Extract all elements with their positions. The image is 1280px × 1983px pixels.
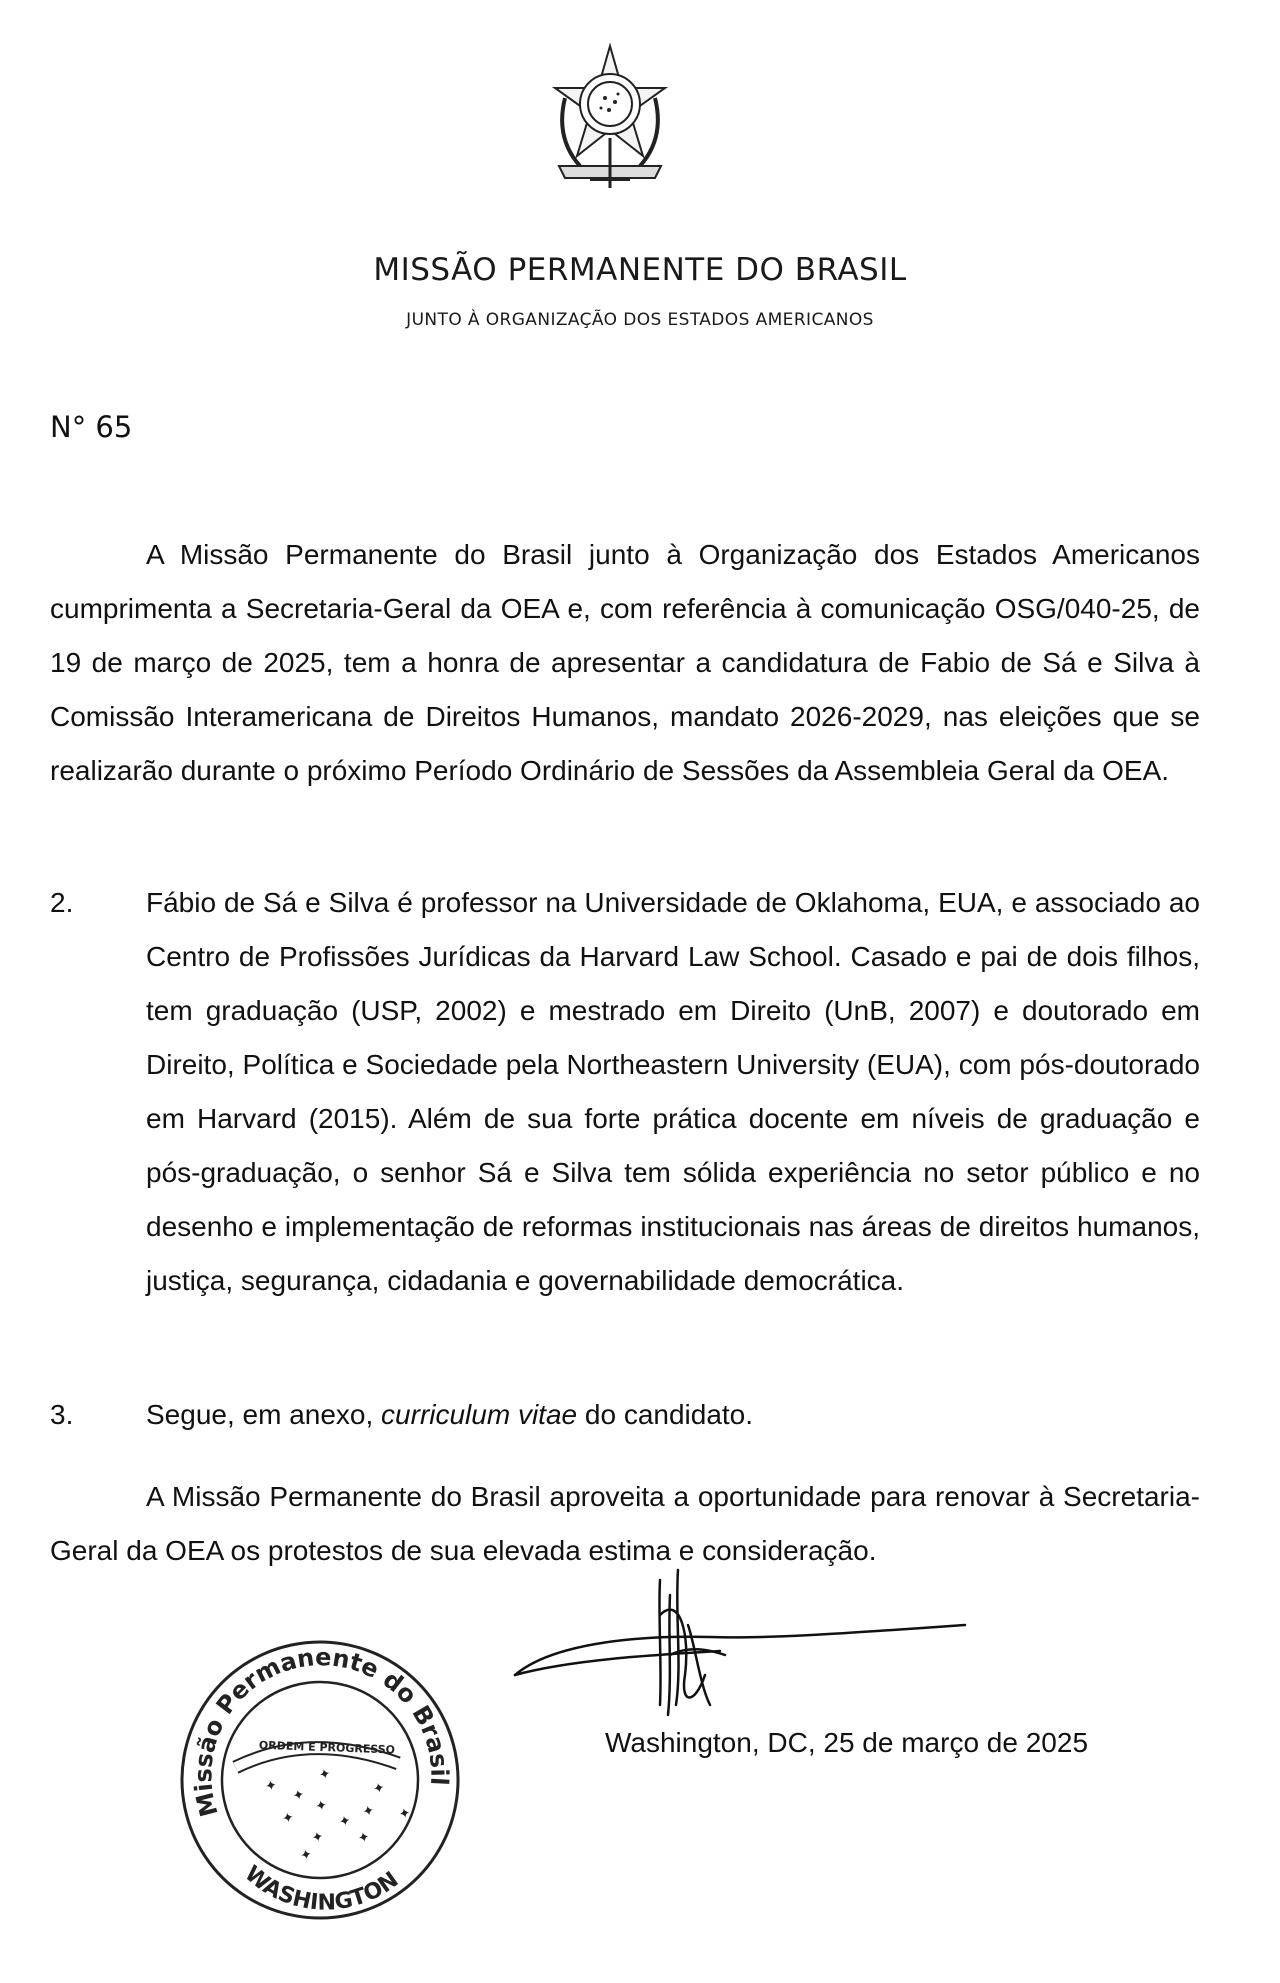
paragraph-3 (50, 1388, 1200, 1442)
svg-text:✦: ✦ (313, 1797, 329, 1816)
paragraph-2-text: Fábio de Sá e Silva é professor na Universidade de Oklahoma, EUA, e associado ao Centro de Profissões Jurídicas da Harvard Law School. Casado e pai de dois filhos, tem graduação (USP, 2002) e mestrado em Direito (UnB, 2007) e doutorado em Direito, Política e Sociedade pela Northeastern University (EUA), com pós-doutorado em Harvard (2015). Além de sua forte prática docente em níveis de graduação e pós-graduação, o senhor Sá e Silva tem sólida experiência no setor público e no desenho e implementação de reformas institucionais nas áreas de direitos humanos, justiça, segurança, cidadania e governabilidade democrática. (146, 887, 1200, 1296)
svg-text:✦: ✦ (337, 1812, 353, 1831)
note-number: N° 65 (50, 410, 133, 444)
svg-text:Missão Permanente do Brasil ju: Missão Permanente do Brasil (189, 1643, 454, 1820)
mission-subtitle: JUNTO À ORGANIZAÇÃO DOS ESTADOS AMERICANOS (406, 310, 874, 330)
signature-icon (510, 1555, 970, 1725)
svg-text:✦: ✦ (397, 1805, 413, 1824)
svg-text:✦: ✦ (291, 1786, 307, 1805)
paragraph-3-number: 3. (50, 1399, 74, 1430)
paragraph-3-lead: Segue, em anexo, (146, 1399, 382, 1430)
svg-text:✦: ✦ (317, 1765, 333, 1784)
svg-text:✦: ✦ (371, 1779, 387, 1798)
paragraph-3-tail: do candidato. (577, 1399, 754, 1430)
paragraph-1 (50, 528, 1200, 798)
coat-of-arms-icon (535, 38, 685, 198)
svg-text:✦: ✦ (310, 1828, 326, 1847)
date-line: Washington, DC, 25 de março de 2025 (605, 1727, 1089, 1758)
stamp-seal-icon (170, 1630, 470, 1930)
paragraph-2 (50, 876, 1200, 1308)
svg-text:WASHINGTON, D.C.: WASHINGTON, (239, 1861, 404, 1916)
svg-text:✦: ✦ (298, 1846, 314, 1865)
cv-term: curriculum vitae (381, 1399, 578, 1430)
paragraph-1-text: A Missão Permanente do Brasil junto à Organização dos Estados Americanos cumprimenta a Secretaria-Geral da OEA e, com referência à comunicação OSG/040-25, de 19 de março de 2025, tem a honra de apresentar a candidatura de Fabio de Sá e Silva à Comissão Interamericana de Direitos Humanos, mandato 2026-2029, nas eleições que se realizarão durante o próximo Período Ordinário de Sessões da Assembleia Geral da OEA. (50, 539, 1200, 786)
svg-text:✦: ✦ (356, 1829, 372, 1848)
closing-paragraph-text: A Missão Permanente do Brasil aproveita a oportunidade para renovar à Secretaria-Geral da OEA os protestos de sua elevada estima e consideração. (50, 1481, 1200, 1566)
svg-text:ORDEM E PROGRESSO: ORDEM E PROGRESSO (258, 1738, 396, 1757)
paragraph-2-number: 2. (50, 887, 74, 918)
mission-title: MISSÃO PERMANENTE DO BRASIL (373, 252, 907, 288)
svg-text:✦: ✦ (361, 1802, 376, 1821)
svg-text:✦: ✦ (263, 1777, 279, 1796)
paragraph-3-text (146, 1388, 1200, 1442)
svg-text:✦: ✦ (280, 1809, 296, 1828)
